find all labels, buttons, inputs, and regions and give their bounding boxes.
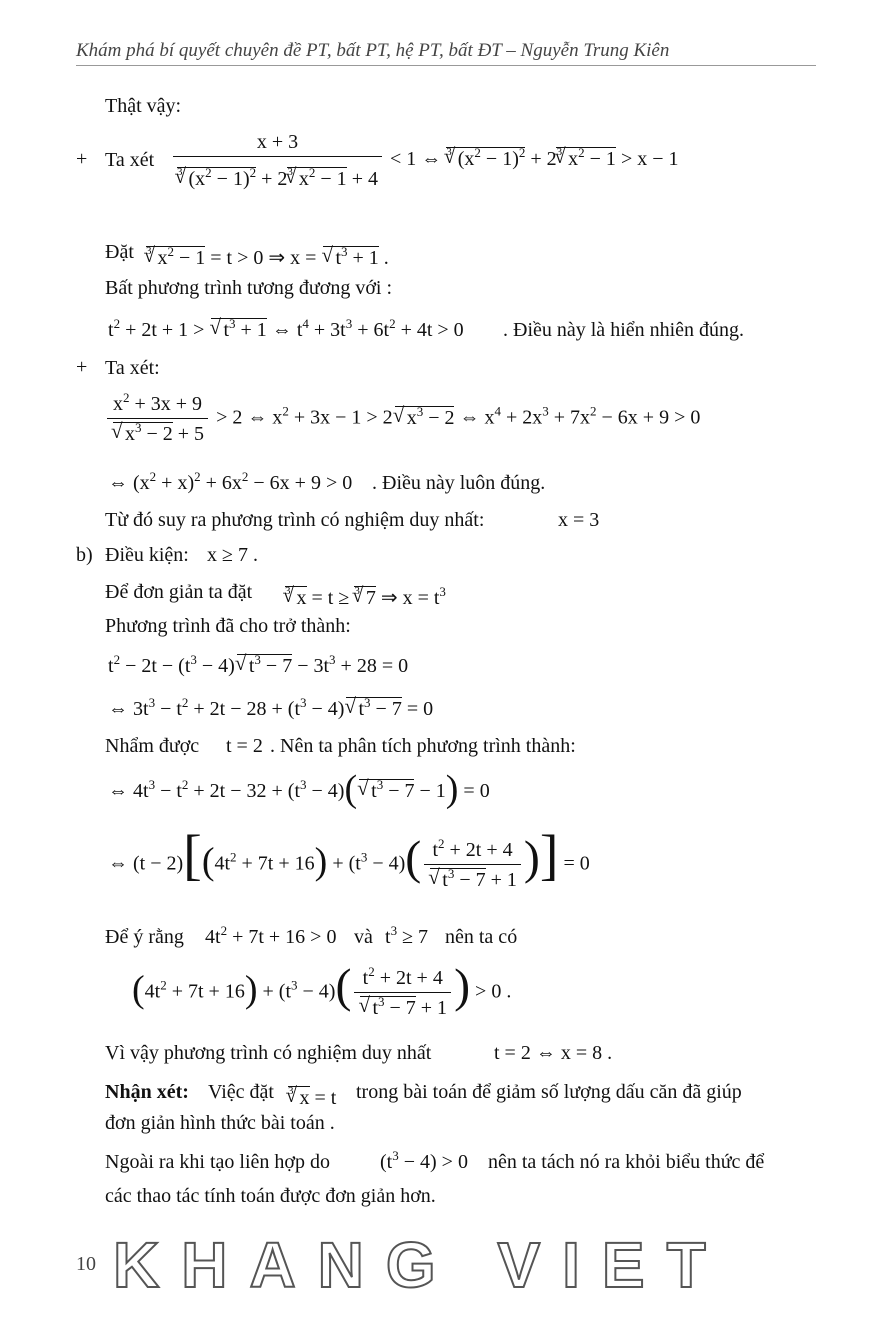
dat-label: Đặt	[105, 241, 134, 263]
ngoai-ra-3: các thao tác tính toán được đơn giản hơn.	[105, 1185, 436, 1207]
math-eq-2: ⇔ $3t^3 - t^2 + 2t - 28 + (t^3 - 4)√$ $t^3 - 7 = 0$	[108, 697, 433, 721]
header-rule	[76, 65, 816, 66]
math-t-eq-2: t = 2	[226, 735, 263, 757]
math-bpt: $t^2 + 2t + 1$ > √ $t^3 + 1$ ⇔ $t^4 + 3t^3 + 6t^2 + 4t > 0$	[108, 318, 464, 342]
de-don-gian: Để đơn giản ta đặt	[105, 581, 253, 603]
math-eq-1: $t^2 - 2t - (t^3 - 4)√$ $t^3 - 7 - 3t^3 + 28 = 0$	[108, 654, 408, 678]
vi-vay: Vì vậy phương trình có nghiệm duy nhất	[105, 1042, 432, 1064]
phan-tich: . Nên ta phân tích phương trình thành:	[270, 735, 576, 757]
math-ta-xet-2: $x^2 + 3x + 9$ √ $x^3 - 2 + 5$ > 2 ⇔ $x^2 + 3x - 1 > 2√$ $x^3 - 2$ ⇔ $x^4 + 2x^3 + 7x^2 - 6x + 9 > 0$	[104, 392, 700, 446]
ta-xet-label: Ta xét	[105, 149, 155, 171]
tu-do: Từ đó suy ra phương trình có nghiệm duy nhất:	[105, 509, 485, 531]
math-dieu-kien: x ≥ 7 .	[207, 544, 258, 566]
nhan-xet-2: trong bài toán để giảm số lượng dấu căn đã giúp	[356, 1081, 742, 1103]
bpt-tuong-duong: Bất phương trình tương đương với :	[105, 277, 393, 299]
bullet-1: +	[76, 148, 88, 170]
math-de-y-1: $4t^2 + 7t + 16 > 0$	[205, 923, 337, 948]
ngoai-ra-1: Ngoài ra khi tạo liên hợp do	[105, 1151, 330, 1173]
pt-tro-thanh: Phương trình đã cho trở thành:	[105, 615, 351, 637]
va: và	[354, 926, 373, 948]
math-ngoai-ra: $(t^3 - 4) > 0$	[380, 1148, 468, 1173]
page-number: 10	[76, 1253, 96, 1275]
nhan-xet-1: Việc đặt	[208, 1081, 274, 1103]
de-y: Để ý rằng	[105, 926, 184, 948]
part-b-label: b)	[76, 544, 93, 566]
nhan-xet-3: đơn giản hình thức bài toán .	[105, 1112, 335, 1134]
math-nghiem: t = 2 ⇔ x = 8 .	[494, 1042, 613, 1064]
math-ineq: $(4t^2 + 7t + 16) + (t^3 - 4)$( $t^2 + 2t + 4$ √ $t^3 - 7 + 1$ ) > 0 .	[132, 966, 511, 1020]
nhan-xet-label: Nhận xét:	[105, 1081, 189, 1103]
math-eq-3: ⇔ $4t^3 - t^2 + 2t - 32 + (t^3 - 4)(√$ $t^3 - 7 - 1) = 0$	[108, 779, 490, 803]
math-eq-4: ⇔ $(t - 2)[(4t^2 + 7t + 16) + (t^3 - 4)$( $t^2 + 2t + 4$ √ $t^3 - 7 + 1$ )] = 0	[108, 838, 590, 892]
math-nhan-xet: $^3$√ x = t	[288, 1079, 336, 1110]
math-dat: $^3$√ $x^2 - 1 = t > 0$ ⇒ x = √ $t^3 + 1$ .	[146, 239, 389, 270]
bullet-2: +	[76, 356, 88, 378]
that-vay: Thật vậy:	[105, 95, 182, 117]
ngoai-ra-2: nên ta tách nó ra khỏi biểu thức để	[488, 1151, 765, 1173]
math-luon-dung: ⇔ $(x^2 + x)^2 + 6x^2 - 6x + 9 > 0$	[108, 469, 353, 494]
hien-nhien: . Điều này là hiển nhiên đúng.	[503, 319, 745, 341]
math-ta-xet-1: $\frac{x + 3}{^3√ (x^2 - 1)^2 + 2^3√ x^2 - 1 + 4}$ < 1 ⇔ $^3$√ $(x^2 - 1)^2 + 2^3√$ $x^2 - 1 > x - 1$	[170, 130, 679, 191]
math-de-y-2: $t^3 \ge 7$	[385, 923, 429, 948]
math-dat-t: $^3$√ x = t ≥ $^3$√ 7 ⇒ $x = t^3$	[285, 579, 446, 610]
dieu-kien: Điều kiện:	[105, 544, 189, 566]
nham-duoc: Nhẩm được	[105, 735, 200, 757]
ta-xet2-label: Ta xét:	[105, 357, 160, 379]
luon-dung: . Điều này luôn đúng.	[372, 472, 546, 494]
running-header: Khám phá bí quyết chuyên đề PT, bất PT, hệ PT, bất ĐT – Nguyễn Trung Kiên	[76, 40, 670, 61]
watermark-logo: KHANG VIET	[113, 1229, 728, 1301]
math-x-eq-3: x = 3	[558, 509, 600, 531]
nen-ta-co: nên ta có	[445, 926, 518, 948]
